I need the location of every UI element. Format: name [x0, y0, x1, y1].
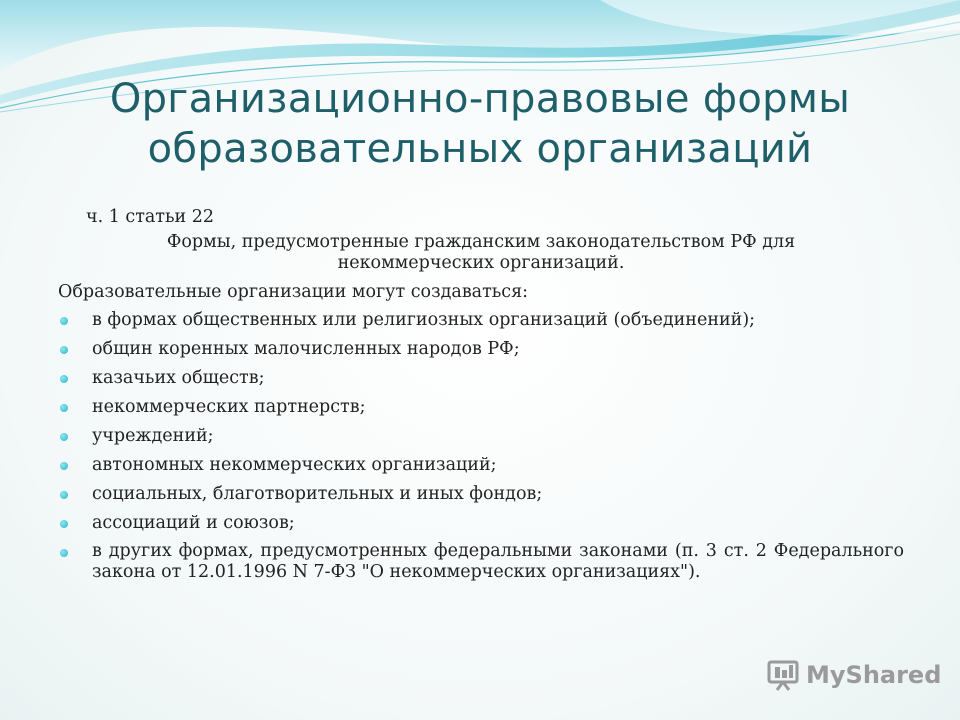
bullet-icon: [60, 433, 68, 441]
list-item: [58, 512, 904, 535]
bullet-icon: [60, 549, 68, 557]
bullet-icon: [60, 520, 68, 528]
list-item: [58, 425, 904, 448]
myshared-watermark[interactable]: [766, 657, 941, 693]
list-item: [58, 454, 904, 477]
list-item: [58, 396, 904, 419]
slide-body: [58, 206, 904, 589]
list-item-text: социальных, благотворительных и иных фондов;: [92, 484, 543, 504]
bullet-icon: [60, 346, 68, 354]
presentation-icon: [766, 659, 800, 691]
forms-list: [58, 309, 904, 583]
list-item: [58, 367, 904, 390]
list-item: [58, 541, 904, 583]
list-item: [58, 483, 904, 506]
bullet-icon: [60, 317, 68, 325]
watermark-text: MyShared: [806, 661, 942, 689]
title-line-2: образовательных организаций: [147, 126, 813, 172]
bullet-icon: [60, 404, 68, 412]
list-item: [58, 309, 904, 332]
list-item-text: казачьих обществ;: [92, 368, 265, 388]
slide-title: [0, 74, 960, 174]
list-item-text: учреждений;: [92, 426, 214, 446]
list-item-text: в формах общественных или религиозных организаций (объединений);: [92, 310, 756, 330]
list-item-text: ассоциаций и союзов;: [92, 513, 295, 533]
intro-text: Образовательные организации могут создаваться:: [58, 282, 529, 302]
bullet-icon: [60, 491, 68, 499]
title-line-1: Организационно-правовые формы: [109, 76, 851, 122]
list-item: [58, 338, 904, 361]
bullet-icon: [60, 375, 68, 383]
list-item-text: общин коренных малочисленных народов РФ;: [92, 339, 520, 359]
list-item-text: некоммерческих партнерств;: [92, 397, 366, 417]
law-reference: ч. 1 статьи 22: [86, 207, 215, 227]
bullet-icon: [60, 462, 68, 470]
list-item-text: автономных некоммерческих организаций;: [92, 455, 497, 475]
list-item-text: в других формах, предусмотренных федеральными законами (п. 3 ст. 2 Федерального закона от 12.01.1996 N 7-ФЗ "О некоммерческих организациях").: [92, 541, 904, 582]
forms-subtitle: Формы, предусмотренные гражданским законодательством РФ для некоммерческих организаций.: [166, 232, 796, 273]
